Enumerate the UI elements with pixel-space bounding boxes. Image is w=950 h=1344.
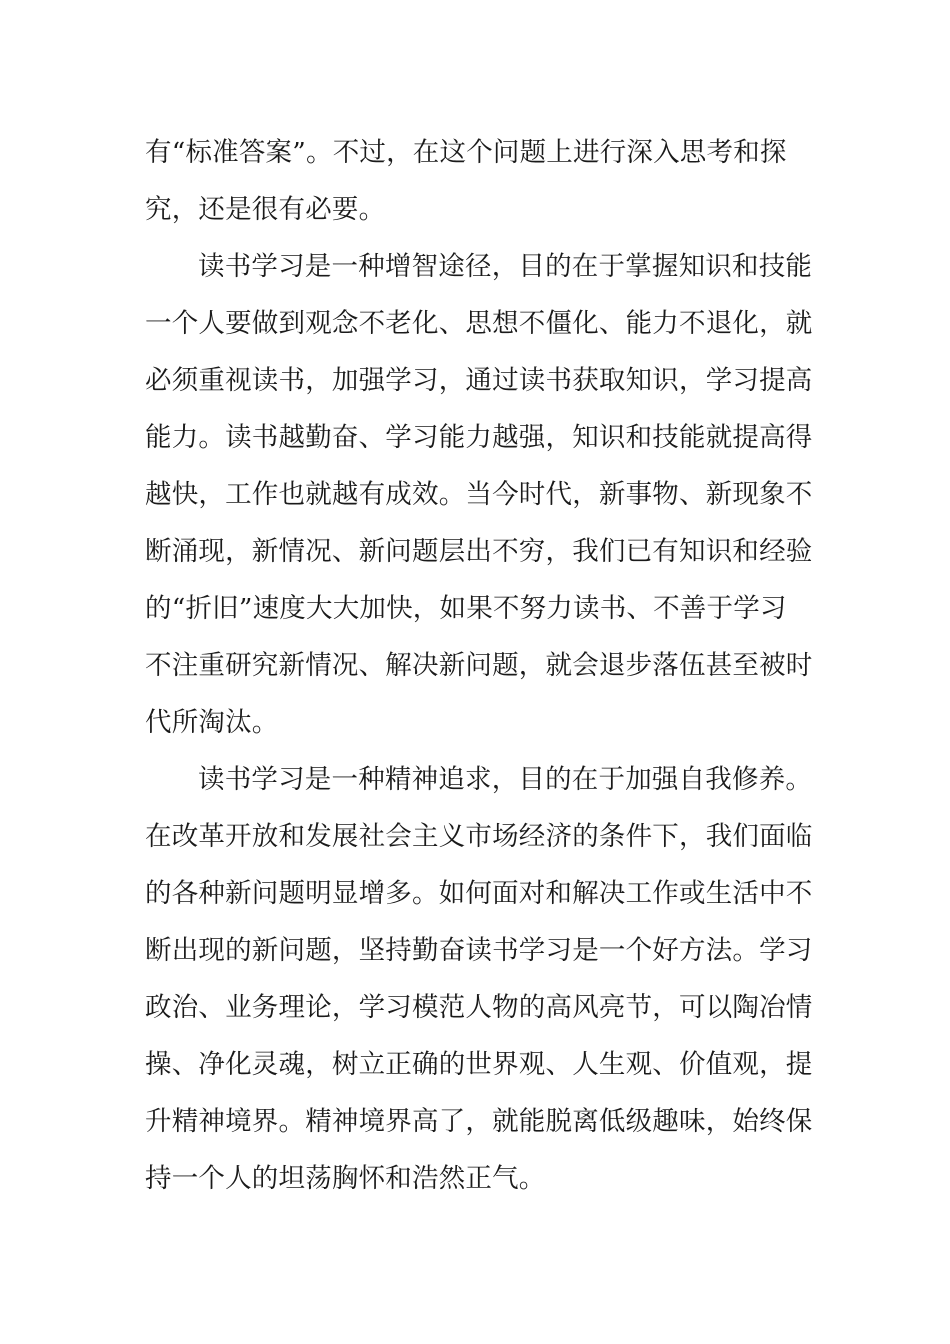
paragraph-2-line-5: 越快，工作也就越有成效。当今时代，新事物、新现象不	[145, 479, 813, 510]
paragraph-2-line-9: 代所淘汰。	[145, 707, 279, 738]
paragraph-2-line-1: 读书学习是一种增智途径，目的在于掌握知识和技能	[198, 251, 813, 282]
paragraph-3-line-7: 升精神境界。精神境界高了，就能脱离低级趣味，始终保	[145, 1106, 813, 1137]
paragraph-2-line-7: 的“折旧”速度大大加快，如果不努力读书、不善于学习	[145, 593, 787, 624]
paragraph-3-line-3: 的各种新问题明显增多。如何面对和解决工作或生活中不	[145, 878, 813, 909]
paragraph-2-line-6: 断涌现，新情况、新问题层出不穷，我们已有知识和经验	[145, 536, 813, 567]
paragraph-3-line-1: 读书学习是一种精神追求，目的在于加强自我修养。	[198, 764, 813, 795]
paragraph-2-line-2: 一个人要做到观念不老化、思想不僵化、能力不退化，就	[145, 308, 813, 339]
paragraph-2-line-4: 能力。读书越勤奋、学习能力越强，知识和技能就提高得	[145, 422, 813, 453]
paragraph-1-line-2: 究，还是很有必要。	[145, 194, 386, 225]
paragraph-1-line-1: 有“标准答案”。不过，在这个问题上进行深入思考和探	[145, 137, 787, 168]
paragraph-3-line-8: 持一个人的坦荡胸怀和浩然正气。	[145, 1163, 546, 1194]
paragraph-2-line-3: 必须重视读书，加强学习，通过读书获取知识，学习提高	[145, 365, 813, 396]
paragraph-3-line-5: 政治、业务理论，学习模范人物的高风亮节，可以陶冶情	[145, 992, 813, 1023]
paragraph-3-line-6: 操、净化灵魂，树立正确的世界观、人生观、价值观，提	[145, 1049, 813, 1080]
paragraph-3-line-4: 断出现的新问题，坚持勤奋读书学习是一个好方法。学习	[145, 935, 813, 966]
paragraph-2-line-8: 不注重研究新情况、解决新问题，就会退步落伍甚至被时	[145, 650, 813, 681]
paragraph-3-line-2: 在改革开放和发展社会主义市场经济的条件下，我们面临	[145, 821, 813, 852]
